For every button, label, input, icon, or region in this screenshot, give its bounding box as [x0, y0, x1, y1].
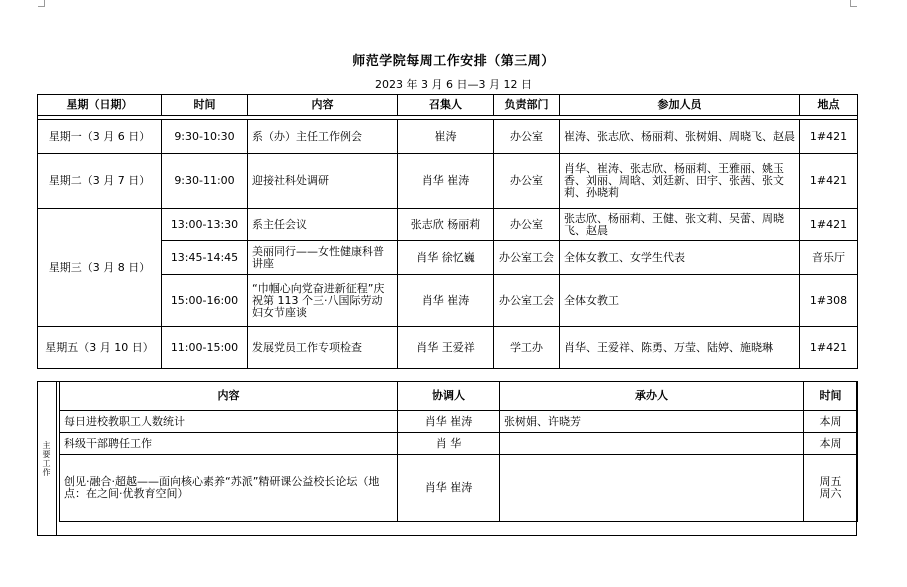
- works-coordinator-cell: 肖华 崔涛: [398, 455, 500, 522]
- convener-cell: 肖华 崔涛: [398, 275, 494, 327]
- day-cell: 星期三（3 月 8 日）: [38, 209, 162, 327]
- content-cell: 迎接社科处调研: [248, 154, 398, 209]
- table-row: [60, 433, 858, 455]
- table-row: [60, 455, 858, 522]
- convener-cell: 肖华 崔涛: [398, 154, 494, 209]
- convener-cell: 肖华 王爱祥: [398, 327, 494, 369]
- schedule-header-row: [38, 95, 858, 116]
- participants-cell: 肖华、王爱祥、陈勇、万莹、陆婷、施晓琳: [560, 327, 800, 369]
- schedule-table: [37, 94, 858, 369]
- location-cell: 1#421: [800, 209, 858, 241]
- dept-cell: 办公室工会: [494, 241, 560, 275]
- header-day: 星期（日期）: [38, 95, 162, 116]
- works-coordinator-cell: 肖 华: [398, 433, 500, 455]
- table-row: [38, 327, 858, 369]
- time-cell: 13:00-13:30: [162, 209, 248, 241]
- works-header-time: 时间: [804, 382, 858, 411]
- header-location: 地点: [800, 95, 858, 116]
- page-corner-mark-right: [850, 0, 857, 7]
- content-cell: 发展党员工作专项检查: [248, 327, 398, 369]
- page-corner-mark-left: [38, 0, 45, 7]
- header-dept: 负责部门: [494, 95, 560, 116]
- works-time-cell: 本周: [804, 433, 858, 455]
- works-header-content: 内容: [60, 382, 398, 411]
- location-cell: 1#421: [800, 120, 858, 154]
- works-time-cell: 周五 周六: [804, 455, 858, 522]
- works-time-cell: 本周: [804, 411, 858, 433]
- location-cell: 1#421: [800, 327, 858, 369]
- document-title: 师范学院每周工作安排（第三周）: [352, 54, 555, 69]
- participants-cell: 崔涛、张志欣、杨丽莉、张树娟、周晓飞、赵晨: [560, 120, 800, 154]
- participants-cell: 全体女教工、女学生代表: [560, 241, 800, 275]
- content-cell: 美丽同行——女性健康科普讲座: [248, 241, 398, 275]
- dept-cell: 办公室: [494, 209, 560, 241]
- works-content-cell: 每日进校教职工人数统计: [60, 411, 398, 433]
- time-cell: 13:45-14:45: [162, 241, 248, 275]
- time-cell: 15:00-16:00: [162, 275, 248, 327]
- works-content-cell: 创见·融合·超越——面向核心素养“苏派”精研课公益校长论坛（地点：在之间·优教育空间）: [60, 455, 398, 522]
- table-row: [60, 411, 858, 433]
- header-time: 时间: [162, 95, 248, 116]
- dept-cell: 办公室工会: [494, 275, 560, 327]
- time-cell: 9:30-10:30: [162, 120, 248, 154]
- works-handler-cell: 张树娟、许晓芳: [500, 411, 804, 433]
- location-cell: 1#421: [800, 154, 858, 209]
- location-cell: 音乐厅: [800, 241, 858, 275]
- dept-cell: 办公室: [494, 154, 560, 209]
- main-works-label-text: 主要工作: [42, 440, 51, 477]
- header-content: 内容: [248, 95, 398, 116]
- content-cell: 系主任会议: [248, 209, 398, 241]
- header-convener: 召集人: [398, 95, 494, 116]
- works-header-handler: 承办人: [500, 382, 804, 411]
- main-works-table: [59, 381, 858, 522]
- main-works-label: [37, 381, 57, 536]
- dept-cell: 办公室: [494, 120, 560, 154]
- day-cell: 星期二（3 月 7 日）: [38, 154, 162, 209]
- time-cell: 11:00-15:00: [162, 327, 248, 369]
- convener-cell: 肖华 徐忆巍: [398, 241, 494, 275]
- works-handler-cell: [500, 455, 804, 522]
- works-handler-cell: [500, 433, 804, 455]
- dept-cell: 学工办: [494, 327, 560, 369]
- works-content-cell: 科级干部聘任工作: [60, 433, 398, 455]
- date-range: 2023 年 3 月 6 日—3 月 12 日: [375, 78, 532, 91]
- main-works-header-row: [60, 382, 858, 411]
- table-row: [38, 154, 858, 209]
- location-cell: 1#308: [800, 275, 858, 327]
- table-row: [38, 120, 858, 154]
- day-cell: 星期五（3 月 10 日）: [38, 327, 162, 369]
- table-row: [38, 209, 858, 241]
- content-cell: 系（办）主任工作例会: [248, 120, 398, 154]
- header-participants: 参加人员: [560, 95, 800, 116]
- time-cell: 9:30-11:00: [162, 154, 248, 209]
- participants-cell: 张志欣、杨丽莉、王健、张文莉、吴蕾、周晓飞、赵晨: [560, 209, 800, 241]
- convener-cell: 崔涛: [398, 120, 494, 154]
- content-cell: “巾帼心向党奋进新征程”庆祝第 113 个三·八国际劳动妇女节座谈: [248, 275, 398, 327]
- participants-cell: 全体女教工: [560, 275, 800, 327]
- works-header-coordinator: 协调人: [398, 382, 500, 411]
- convener-cell: 张志欣 杨丽莉: [398, 209, 494, 241]
- participants-cell: 肖华、崔涛、张志欣、杨丽莉、王雅丽、姚玉香、刘丽、周晗、刘廷新、田宇、张茜、张文莉、孙晓莉: [560, 154, 800, 209]
- day-cell: 星期一（3 月 6 日）: [38, 120, 162, 154]
- works-coordinator-cell: 肖华 崔涛: [398, 411, 500, 433]
